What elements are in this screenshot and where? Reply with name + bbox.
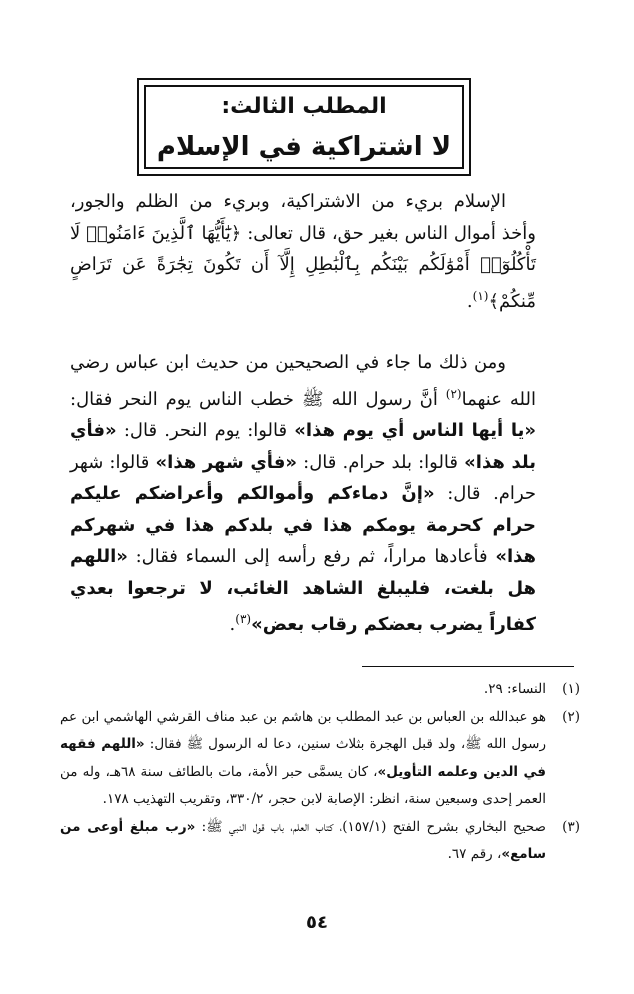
footnote-number: (٣) (562, 818, 580, 835)
footnote-number: (٢) (562, 708, 580, 725)
section-title-frame (137, 78, 471, 176)
footnote-text (60, 704, 546, 814)
footnote-2 (60, 704, 580, 814)
hadith-text-2: أنَّ رسول الله ﷺ خطب الناس يوم النحر فقال: (70, 388, 446, 410)
hadith-text-5: قالوا: شهر حرام. قال: (70, 451, 536, 504)
hadith-text-6: فأعادها مراراً، ثم رفع رأسه إلى السماء فقال: (127, 546, 496, 567)
paragraph-end: . (466, 290, 473, 312)
footnote-text-part: هو عبدالله بن العباس بن عبد المطلب بن هاشم بن عبد مناف القرشي الهاشمي ابن عم رسول الله ﷺ، ولد قبل الهجرة بثلاث سنين، دعا له الرسول ﷺ فقال: (60, 708, 546, 752)
hadith-quote-3: «فأي شهر هذا» (155, 451, 297, 473)
footnote-number: (١) (562, 681, 580, 697)
footnote-quote: «رب مبلغ أوعى من سامع» (60, 818, 546, 862)
footnote-marker-3: (٣) (235, 612, 252, 626)
hadith-text-1: ومن ذلك ما جاء في الصحيحين من حديث ابن عباس رضي الله عنهما (70, 352, 536, 410)
hadith-text-3: قالوا: يوم النحر. قال: (116, 420, 295, 441)
footnote-1 (60, 676, 580, 704)
footnote-marker-2: (٢) (445, 386, 462, 401)
footnote-separator (362, 666, 574, 667)
footnote-quote: «اللهم فقهه في الدين وعلمه التأويل» (60, 736, 546, 780)
hadith-quote-4: «إنَّ دماءكم وأموالكم وأعراضكم عليكم حرام كحرمة يومكم هذا في بلدكم هذا في شهركم هذا» (70, 483, 536, 567)
footnote-text: النساء: ٢٩. (483, 681, 546, 697)
body-text (70, 186, 536, 641)
section-title-inner-frame (144, 85, 464, 169)
footnote-marker-1: (١) (472, 288, 489, 303)
hadith-text-4: قالوا: بلد حرام. قال: (297, 451, 465, 473)
footnote-text-part: ، رقم ٦٧. (447, 846, 502, 862)
paragraph-end: . (229, 614, 236, 635)
section-title-heading: المطلب الثالث: (221, 94, 387, 119)
footnote-text-part: صحيح البخاري بشرح الفتح (١٥٧/١)، كتاب العلم، باب قول النبي ﷺ: (195, 818, 546, 835)
paragraph-intro (70, 186, 536, 317)
footnotes (60, 676, 580, 869)
page-number: ٥٤ (306, 912, 328, 933)
quran-verse: ﴿يَٰٓأَيُّهَا ٱلَّذِينَ ءَامَنُوا۟ لَا تَأْكُلُوٓا۟ أَمْوَٰلَكُم بَيْنَكُم بِٱلْبَٰطِلِ إِلَّآ أَن تَكُونَ تِجَٰرَةً عَن تَرَاضٍ مِّنكُمْ﴾ (70, 222, 536, 312)
intro-text: الإسلام بريء من الاشتراكية، وبريء من الظلم والجور، وأخذ أموال الناس بغير حق، قال تعالى: (70, 191, 536, 244)
hadith-quote-5: «اللهم هل بلغت، فليبلغ الشاهد الغائب، لا ترجعوا بعدي كفاراً يضرب بعضكم رقاب بعض» (70, 546, 536, 635)
section-title-subheading: لا اشتراكية في الإسلام (156, 132, 452, 162)
footnote-3 (60, 814, 580, 869)
hadith-quote-1: «يا أيها الناس أي يوم هذا» (294, 420, 536, 441)
paragraph-hadith (70, 347, 536, 641)
footnote-text-part: ، كان يسمَّى حبر الأمة، مات بالطائف سنة ٦٨هـ، وله من العمر إحدى وسبعين سنة، انظر: الإصابة لابن حجر، ٣٣٠/٢، وتقريب التهذيب ١٧٨. (60, 763, 546, 807)
footnote-text (60, 814, 546, 869)
hadith-quote-2: «فأي بلد هذا» (70, 420, 537, 473)
